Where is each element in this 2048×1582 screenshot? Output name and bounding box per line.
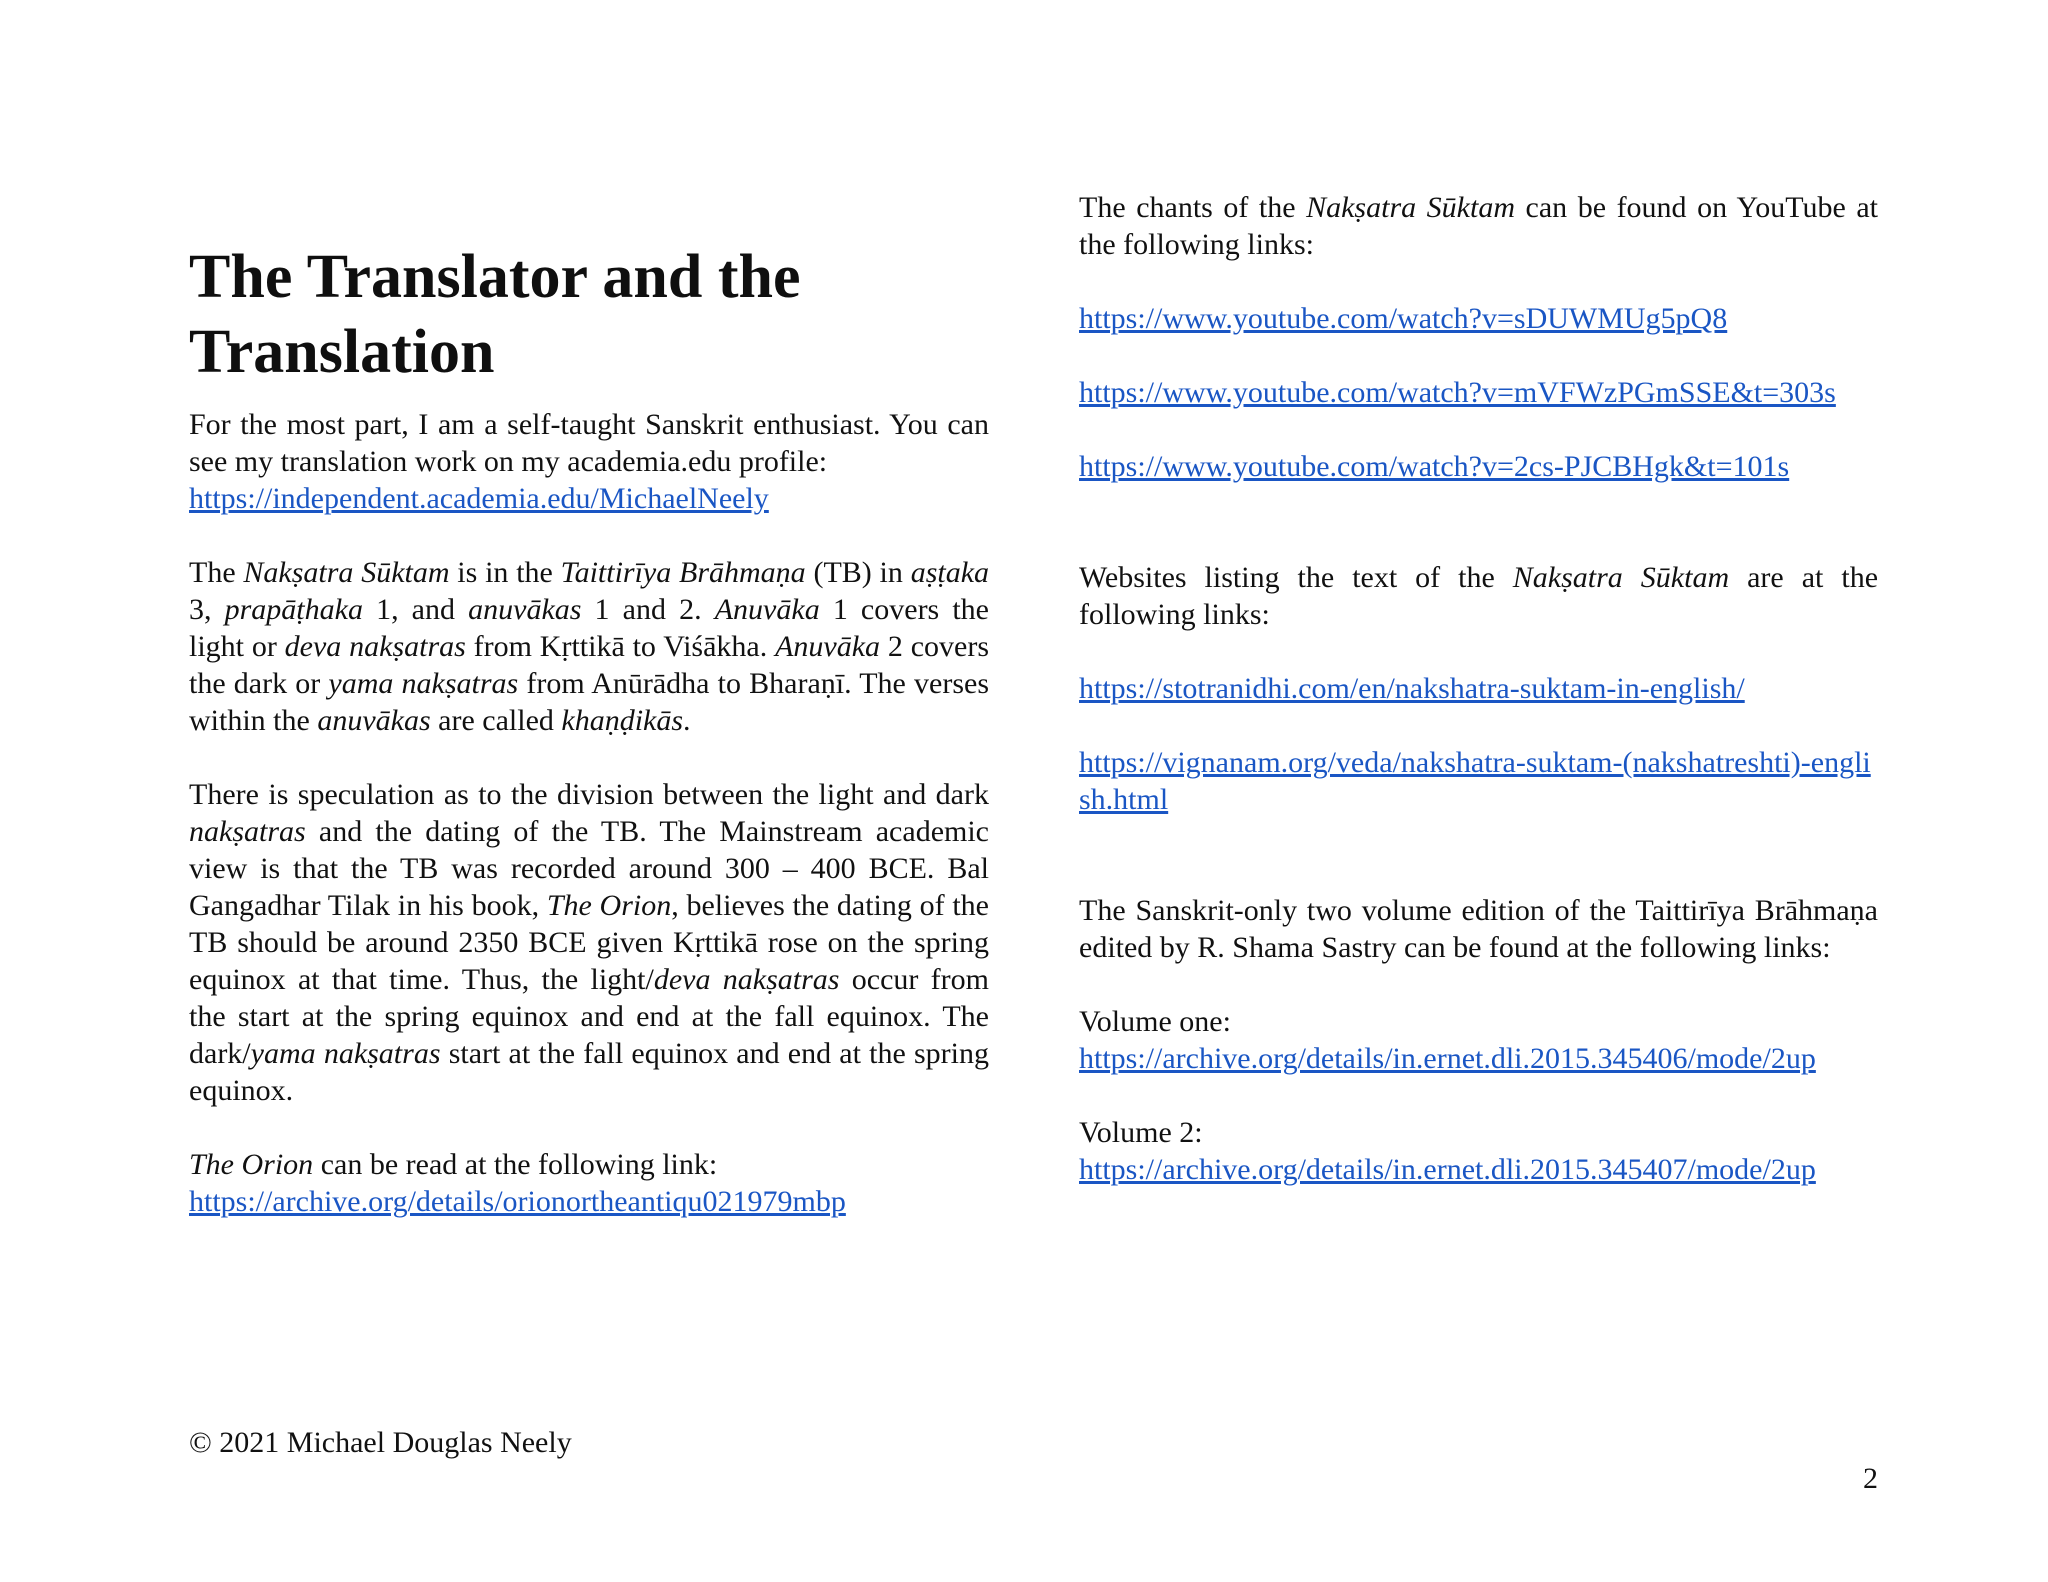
italic-term: The Orion: [546, 889, 672, 922]
vignanam-link[interactable]: https://vignanam.org/veda/nakshatra-suktam-(nakshatreshti)-english.html: [1079, 746, 1871, 816]
text-span: There is speculation as to the division between the light and dark: [189, 778, 989, 811]
text-span: can be found on YouTube at the following links:: [1079, 191, 1878, 261]
text-span: The chants of the: [1079, 191, 1307, 224]
youtube-link-2[interactable]: https://www.youtube.com/watch?v=mVFWzPGmSSE&t=303s: [1079, 376, 1836, 409]
websites-intro-paragraph: [1079, 559, 1878, 633]
dating-paragraph: [189, 776, 989, 1109]
text-span: (TB) in: [805, 556, 911, 589]
italic-term: anuvākas: [468, 593, 582, 626]
chants-intro-paragraph: [1079, 189, 1878, 263]
naksatra-location-paragraph: [189, 554, 989, 739]
text-span: 1 and 2.: [581, 593, 715, 626]
page-title: The Translator and the Translation: [189, 243, 801, 386]
right-column: [1079, 189, 1878, 1188]
volume-one-link[interactable]: https://archive.org/details/in.ernet.dli.2015.345406/mode/2up: [1079, 1042, 1816, 1075]
orion-paragraph: [189, 1146, 989, 1220]
text-span: 2 covers the dark or: [189, 630, 990, 700]
copyright-notice: © 2021 Michael Douglas Neely: [189, 1426, 572, 1459]
orion-archive-link[interactable]: https://archive.org/details/orionortheantiqu021979mbp: [189, 1185, 846, 1218]
intro-paragraph: [189, 406, 989, 517]
text-span: 3,: [189, 593, 225, 626]
text-span: from Kṛttikā to Viśākha.: [465, 630, 776, 663]
text-span: are at the following links:: [1079, 561, 1879, 631]
italic-term: yama nakṣatras: [328, 667, 519, 700]
text-span: occur from the start at the spring equinox and end at the fall equinox. The dark/: [189, 963, 990, 1070]
volume-one-label: Volume one:: [1079, 1005, 1231, 1038]
page-number: 2: [1863, 1462, 1878, 1495]
italic-term: Nakṣatra Sūktam: [1512, 561, 1730, 594]
italic-term: anuvākas: [317, 704, 431, 737]
italic-term: deva nakṣatras: [653, 963, 840, 996]
text-span: 1, and: [362, 593, 469, 626]
italic-term: Anuvāka: [775, 630, 881, 663]
academia-profile-link[interactable]: https://independent.academia.edu/MichaelNeely: [189, 482, 769, 515]
text-span: The: [189, 556, 244, 589]
volume-two-link[interactable]: https://archive.org/details/in.ernet.dli.2015.345407/mode/2up: [1079, 1153, 1816, 1186]
italic-term: khaṇḍikās: [561, 704, 684, 737]
text-span: is in the: [449, 556, 561, 589]
text-span: and the dating of the TB. The Mainstream academic view is that the TB was recorded around 300 – 400 BCE. Bal Gangadhar Tilak in his book,: [189, 815, 989, 922]
italic-term: Anuvāka: [714, 593, 820, 626]
text-span: , believes the dating of the TB should be around 2350 BCE given Kṛttikā rose on the spring equinox at that time. Thus, the light/: [189, 889, 989, 996]
left-column: [189, 240, 989, 1220]
text-span: are called: [430, 704, 562, 737]
text-span: .: [683, 704, 691, 737]
italic-term: Taittirīya Brāhmaṇa: [560, 556, 806, 589]
youtube-link-3[interactable]: https://www.youtube.com/watch?v=2cs-PJCBHgk&t=101s: [1079, 450, 1790, 483]
text-span: Websites listing the text of the: [1079, 561, 1513, 594]
italic-term: prapāṭhaka: [224, 593, 363, 626]
intro-text: For the most part, I am a self-taught Sanskrit enthusiast. You can see my translation work on my academia.edu profile:: [189, 408, 989, 478]
italic-term: The Orion: [189, 1148, 314, 1181]
volume-two-label: Volume 2:: [1079, 1116, 1203, 1149]
text-span: start at the fall equinox and end at the spring equinox.: [189, 1037, 989, 1107]
text-span: 1 covers the light or: [189, 593, 989, 663]
youtube-link-1[interactable]: https://www.youtube.com/watch?v=sDUWMUg5pQ8: [1079, 302, 1728, 335]
italic-term: deva nakṣatras: [284, 630, 466, 663]
italic-term: nakṣatras: [189, 815, 306, 848]
edition-intro-paragraph: The Sanskrit-only two volume edition of the Taittirīya Brāhmaṇa edited by R. Shama Sastry can be found at the following links:: [1079, 894, 1878, 964]
italic-term: aṣṭaka: [910, 556, 990, 589]
text-span: from Anūrādha to Bharaṇī. The verses within the: [189, 667, 989, 737]
italic-term: Nakṣatra Sūktam: [243, 556, 450, 589]
text-span: can be read at the following link:: [313, 1148, 718, 1181]
italic-term: yama nakṣatras: [250, 1037, 441, 1070]
stotranidhi-link[interactable]: https://stotranidhi.com/en/nakshatra-suktam-in-english/: [1079, 672, 1745, 705]
italic-term: Nakṣatra Sūktam: [1306, 191, 1515, 224]
